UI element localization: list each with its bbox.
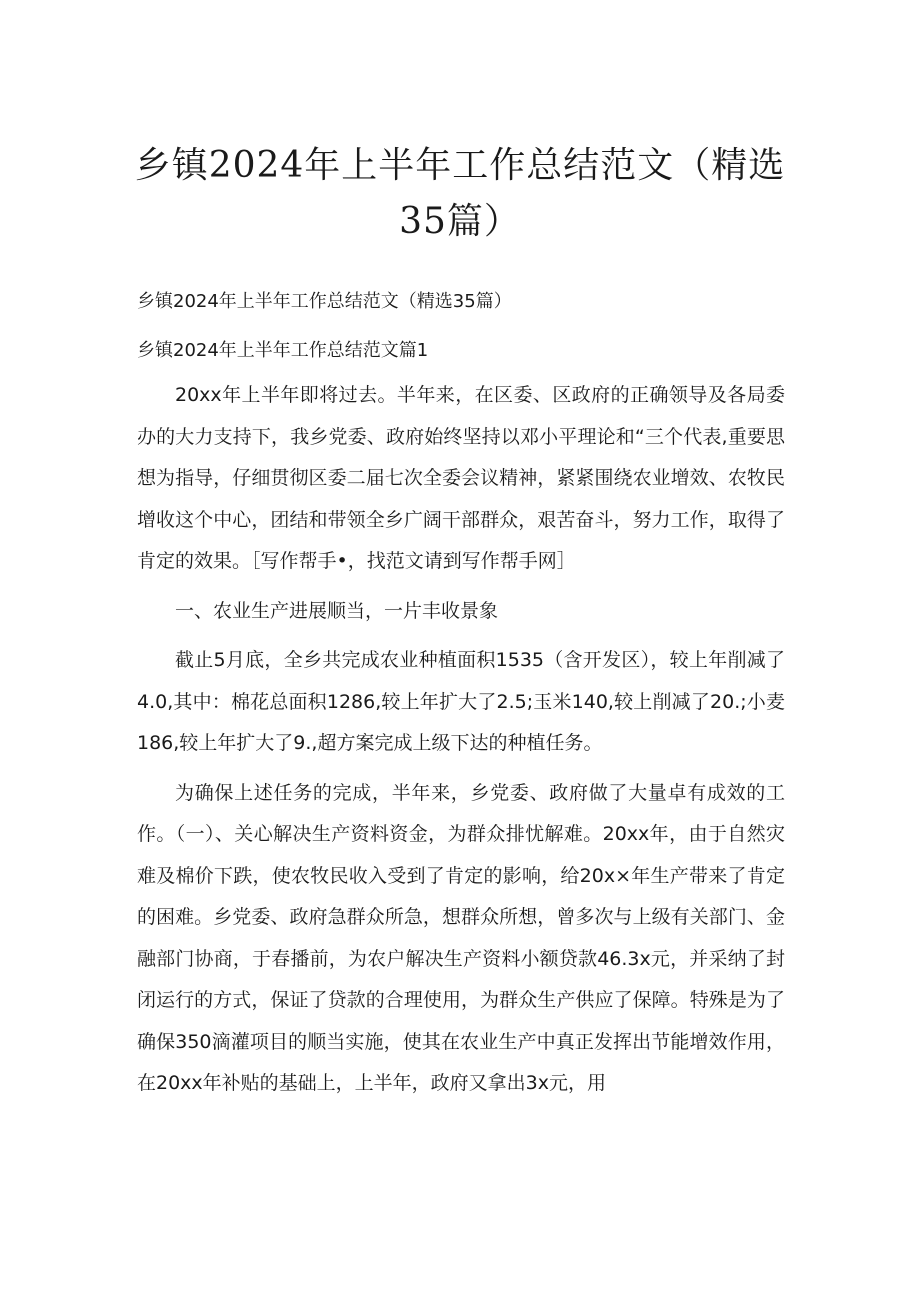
document-subtitle-line: 乡镇2024年上半年工作总结范文（精选35篇） [137, 291, 512, 312]
paragraph-measures: 为确保上述任务的完成，半年来，乡党委、政府做了大量卓有成效的工作。（一）、关心解决生产资料资金，为群众排忧解难。20xx年，由于自然灾难及棉价下跌，使农牧民收入受到了肯定的影响，给20x×年生产带来了肯定的困难。乡党委、政府急群众所急，想群众所想，曾多次与上级有关部门、金融部门协商，于春播前，为农户解决生产资料小额贷款46.3x元，并采纳了封闭运行的方式，保证了贷款的合理使用，为群众生产供应了保障。特殊是为了确保350滴灌项目的顺当实施，使其在农业生产中真正发挥出节能增效作用，在20xx年补贴的基础上，上半年，政府又拿出3x元，用 [137, 781, 785, 1094]
document-body [137, 375, 785, 1105]
document-title: 乡镇2024年上半年工作总结范文（精选35篇） [134, 145, 786, 242]
paragraph-intro: 20xx年上半年即将过去。半年来，在区委、区政府的正确领导及各局委办的大力支持下，我乡党委、政府始终坚持以邓小平理论和“三个代表,重要思想为指导，仔细贯彻区委二届七次全委会议精神，紧紧围绕农业增效、农牧民增收这个中心，团结和带领全乡广阔干部群众，艰苦奋斗，努力工作，取得了肯定的效果。［写作帮手•，找范文请到写作帮手网］ [137, 384, 785, 572]
section-title: 乡镇2024年上半年工作总结范文篇1 [137, 340, 429, 361]
section-heading-agriculture: 一、农业生产进展顺当，一片丰收景象 [175, 599, 499, 622]
paragraph-planting-area: 截止5月底，全乡共完成农业种植面积1535（含开发区），较上年削减了4.0,其中：棉花总面积1286,较上年扩大了2.5;玉米140,较上削减了20.;小麦186,较上年扩大了9.,超方案完成上级下达的种植任务。 [137, 649, 785, 754]
